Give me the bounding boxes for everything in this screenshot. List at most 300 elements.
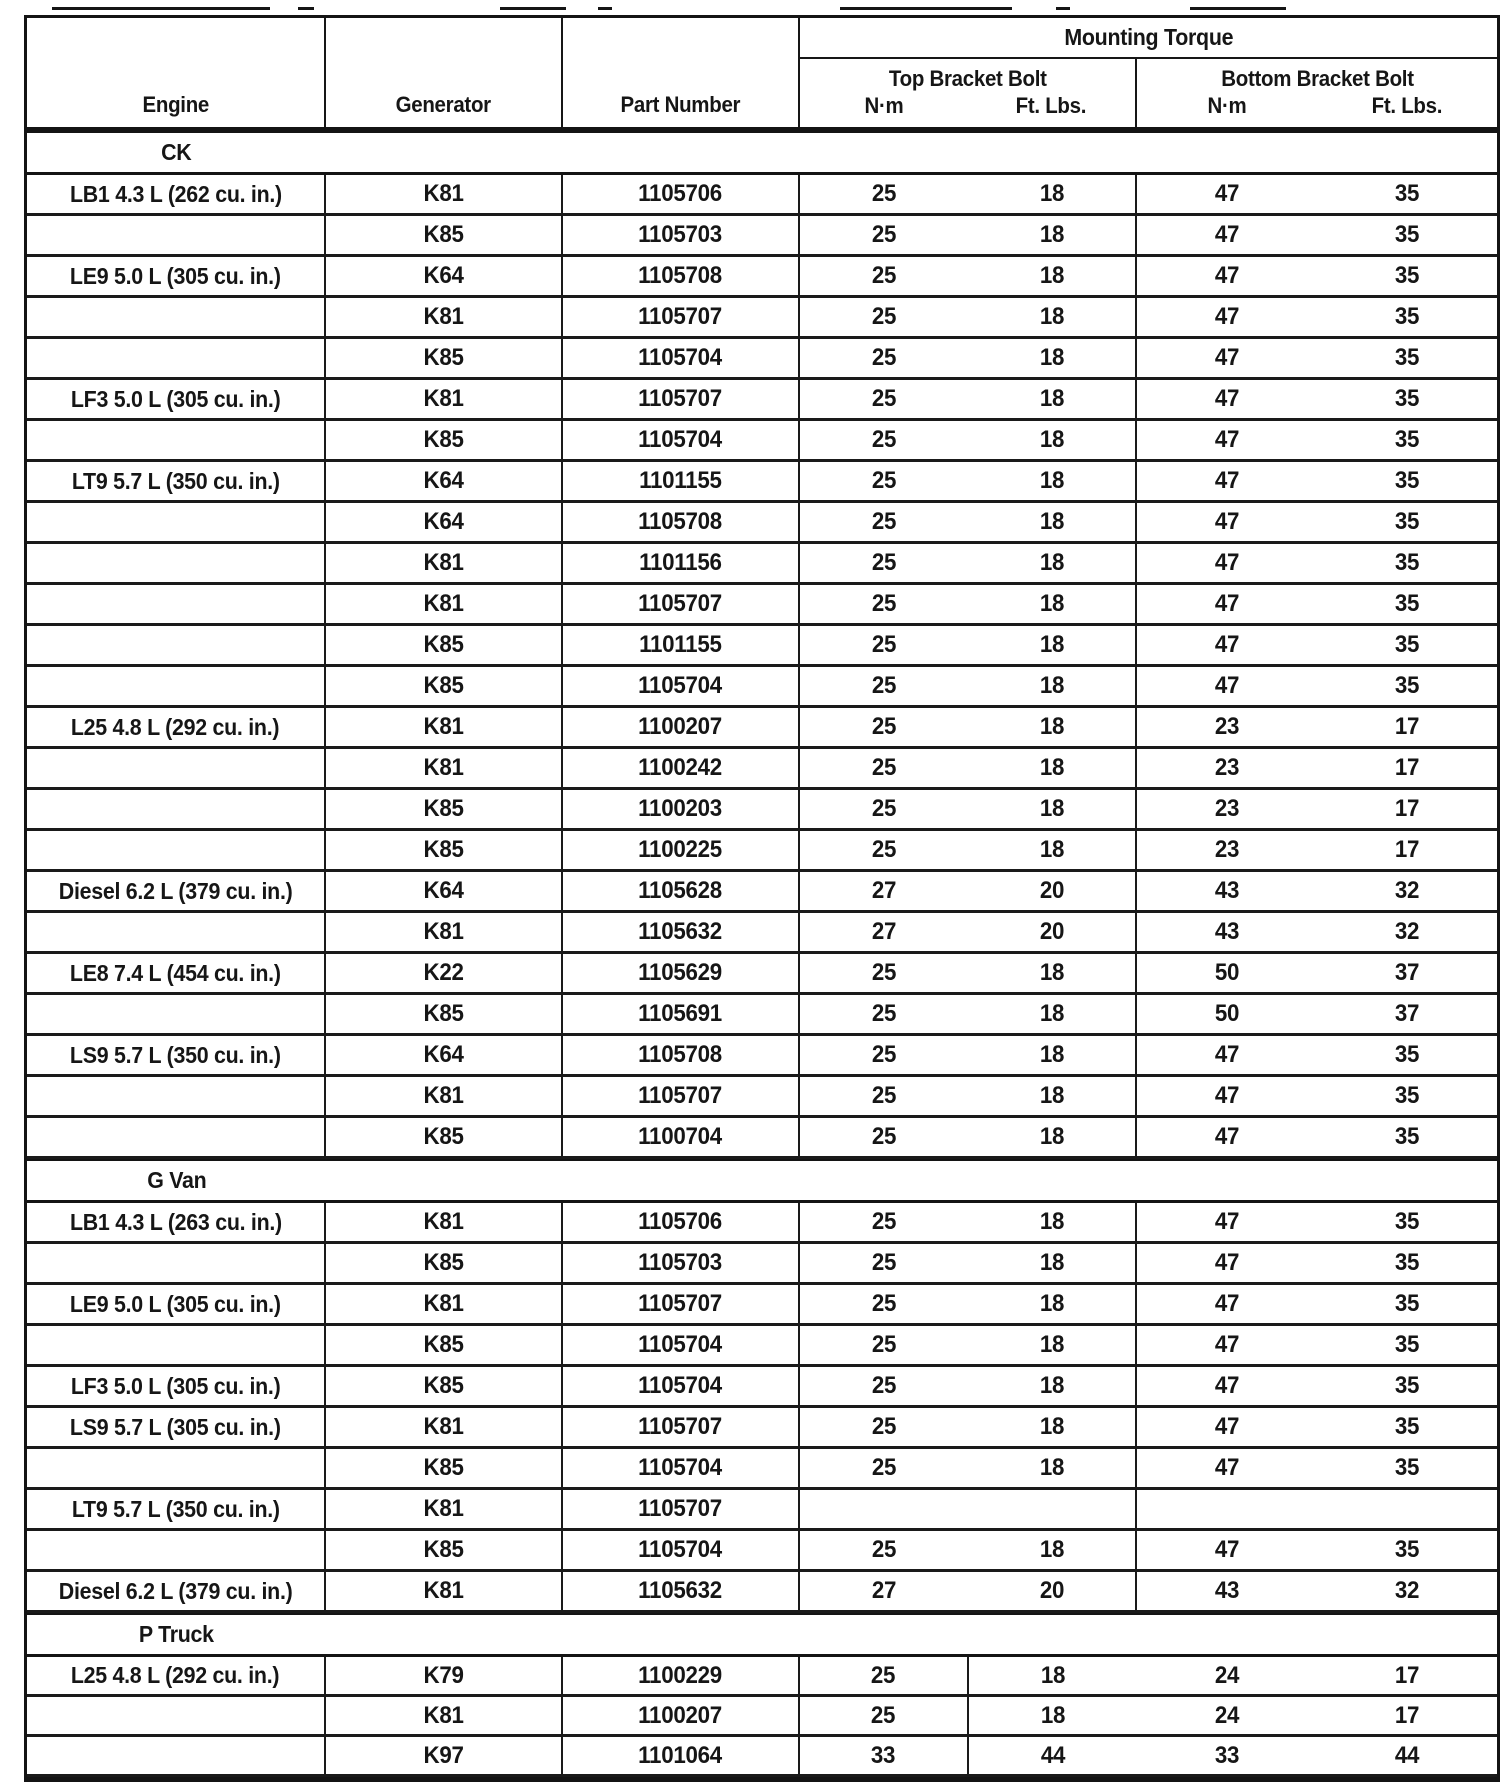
top-ftlbs-cell: 18 xyxy=(969,175,1138,213)
bottom-ftlbs-cell: 35 xyxy=(1394,590,1420,617)
table-row xyxy=(27,749,1497,790)
part-number-cell: 1105704 xyxy=(563,1367,800,1405)
top-ftlbs-cell: 20 xyxy=(969,872,1138,910)
engine-cell: LB1 4.3 L (262 cu. in.) xyxy=(27,175,326,213)
section-header-ck xyxy=(27,131,1497,175)
top-bracket-bolt-label: Top Bracket Bolt xyxy=(888,66,1047,91)
bottom-nm-cell: 47 xyxy=(1214,385,1240,412)
bottom-ftlbs-cell: 35 xyxy=(1394,1454,1420,1481)
table-row xyxy=(27,872,1497,913)
engine-cell xyxy=(27,339,326,377)
bottom-nm-cell: 33 xyxy=(1214,1741,1240,1769)
engine-cell xyxy=(27,913,326,951)
top-nm-cell: 25 xyxy=(872,467,897,494)
bottom-nm-cell: 47 xyxy=(1214,1290,1240,1317)
top-ftlbs-cell: 18 xyxy=(969,1285,1138,1323)
top-nm-cell: 25 xyxy=(872,754,897,781)
top-ftlbs-cell: 20 xyxy=(969,1572,1138,1610)
part-number-cell: 1105704 xyxy=(563,421,800,459)
top-ftlbs-cell: 18 xyxy=(969,1036,1138,1074)
part-number-cell: 1105629 xyxy=(563,954,800,992)
generator-cell: K85 xyxy=(326,1244,563,1282)
generator-cell: K85 xyxy=(326,421,563,459)
table-row xyxy=(27,216,1497,257)
engine-cell xyxy=(27,421,326,459)
generator-cell: K22 xyxy=(326,954,563,992)
part-number-cell: 1105704 xyxy=(563,1531,800,1569)
bottom-ftlbs-cell: 35 xyxy=(1394,1413,1420,1440)
unit-ftlbs-header: Ft. Lbs. xyxy=(1015,93,1087,118)
top-ftlbs-cell: 18 xyxy=(969,1531,1138,1569)
bottom-ftlbs-cell xyxy=(1317,1490,1497,1528)
bottom-nm-cell: 47 xyxy=(1214,303,1240,330)
engine-cell xyxy=(27,1118,326,1156)
bottom-nm-cell: 47 xyxy=(1214,1331,1240,1358)
bottom-nm-cell: 47 xyxy=(1214,1208,1240,1235)
table-row xyxy=(27,1285,1497,1326)
top-nm-cell: 33 xyxy=(800,1737,969,1774)
top-nm-cell: 25 xyxy=(872,1208,897,1235)
part-number-cell: 1105632 xyxy=(563,1572,800,1610)
top-ftlbs-cell: 18 xyxy=(969,1408,1138,1446)
bottom-nm-cell: 24 xyxy=(1214,1661,1240,1689)
bottom-ftlbs-cell: 17 xyxy=(1394,1701,1420,1729)
engine-cell xyxy=(27,831,326,869)
bottom-nm-cell xyxy=(1137,1490,1317,1528)
bottom-ftlbs-cell: 17 xyxy=(1394,1661,1420,1689)
part-number-cell: 1105628 xyxy=(563,872,800,910)
top-ftlbs-cell xyxy=(969,1490,1138,1528)
top-ftlbs-cell: 18 xyxy=(969,421,1138,459)
bottom-ftlbs-cell: 37 xyxy=(1394,959,1420,986)
table-row xyxy=(27,175,1497,216)
bottom-ftlbs-cell: 35 xyxy=(1394,385,1420,412)
table-row xyxy=(27,1490,1497,1531)
bottom-nm-cell: 47 xyxy=(1214,1123,1240,1150)
top-ftlbs-cell: 18 xyxy=(969,462,1138,500)
bottom-ftlbs-cell: 37 xyxy=(1394,1000,1420,1027)
table-row xyxy=(27,1203,1497,1244)
bottom-nm-cell: 47 xyxy=(1214,426,1240,453)
bottom-ftlbs-cell: 35 xyxy=(1394,631,1420,658)
bottom-nm-cell: 47 xyxy=(1214,1041,1240,1068)
generator-cell: K64 xyxy=(326,257,563,295)
top-ftlbs-cell: 18 xyxy=(969,544,1138,582)
column-header-label: Part Number xyxy=(620,92,741,117)
part-number-cell: 1105703 xyxy=(563,216,800,254)
top-nm-cell: 25 xyxy=(872,549,897,576)
generator-cell: K64 xyxy=(326,872,563,910)
generator-cell: K81 xyxy=(326,1285,563,1323)
bottom-nm-cell: 47 xyxy=(1214,180,1240,207)
bottom-ftlbs-cell: 35 xyxy=(1394,1290,1420,1317)
table-row xyxy=(27,544,1497,585)
table-row xyxy=(27,1657,1497,1697)
table-row xyxy=(27,257,1497,298)
part-number-cell: 1100207 xyxy=(563,708,800,746)
top-ftlbs-cell: 18 xyxy=(969,339,1138,377)
engine-cell xyxy=(27,626,326,664)
engine-cell xyxy=(27,1737,326,1774)
generator-cell: K85 xyxy=(326,995,563,1033)
top-nm-cell: 25 xyxy=(872,1413,897,1440)
top-nm-cell: 25 xyxy=(872,1123,897,1150)
generator-cell: K85 xyxy=(326,1531,563,1569)
bottom-ftlbs-cell: 35 xyxy=(1394,1041,1420,1068)
engine-cell: LT9 5.7 L (350 cu. in.) xyxy=(27,1490,326,1528)
bottom-nm-cell: 47 xyxy=(1214,631,1240,658)
top-ftlbs-cell: 18 xyxy=(969,1449,1138,1487)
top-ftlbs-cell: 18 xyxy=(969,257,1138,295)
generator-cell: K81 xyxy=(326,544,563,582)
top-ftlbs-cell: 18 xyxy=(969,749,1138,787)
top-ftlbs-cell: 18 xyxy=(969,503,1138,541)
top-nm-cell: 27 xyxy=(872,1577,897,1604)
top-ftlbs-cell: 18 xyxy=(969,667,1138,705)
engine-cell xyxy=(27,1531,326,1569)
part-number-cell: 1105691 xyxy=(563,995,800,1033)
part-number-cell: 1100242 xyxy=(563,749,800,787)
top-ftlbs-cell: 44 xyxy=(1040,1741,1065,1769)
top-ftlbs-cell: 18 xyxy=(1040,1661,1065,1689)
part-number-cell: 1105704 xyxy=(563,1326,800,1364)
engine-cell: L25 4.8 L (292 cu. in.) xyxy=(27,1657,326,1694)
bottom-ftlbs-cell: 35 xyxy=(1394,262,1420,289)
top-ftlbs-cell: 18 xyxy=(969,1244,1138,1282)
bottom-nm-cell: 47 xyxy=(1214,1454,1240,1481)
generator-cell: K85 xyxy=(326,1326,563,1364)
part-number-cell: 1105708 xyxy=(563,257,800,295)
top-ftlbs-cell: 18 xyxy=(969,1077,1138,1115)
bottom-nm-cell: 50 xyxy=(1214,959,1240,986)
top-bracket-bolt-title xyxy=(800,59,1135,92)
top-nm-cell: 25 xyxy=(872,1372,897,1399)
engine-cell: LB1 4.3 L (263 cu. in.) xyxy=(27,1203,326,1241)
section-label: G Van xyxy=(146,1167,207,1193)
top-nm-cell: 25 xyxy=(872,385,897,412)
bottom-nm-cell: 47 xyxy=(1214,467,1240,494)
top-ftlbs-cell: 18 xyxy=(969,954,1138,992)
part-number-cell: 1100704 xyxy=(563,1118,800,1156)
top-nm-cell: 27 xyxy=(872,877,897,904)
column-header-mounting-torque-group xyxy=(800,18,1497,127)
table-row xyxy=(27,667,1497,708)
part-number-cell: 1105707 xyxy=(563,1408,800,1446)
bottom-ftlbs-cell: 35 xyxy=(1394,672,1420,699)
top-nm-cell: 25 xyxy=(800,1697,969,1734)
part-number-cell: 1100207 xyxy=(563,1697,800,1734)
engine-cell: LE8 7.4 L (454 cu. in.) xyxy=(27,954,326,992)
generator-cell: K81 xyxy=(326,749,563,787)
section-label: CK xyxy=(161,139,192,165)
table-row xyxy=(27,626,1497,667)
column-header-label: Engine xyxy=(142,92,209,117)
generator-cell: K85 xyxy=(326,339,563,377)
part-number-cell: 1105707 xyxy=(563,1077,800,1115)
bracket-bolt-groups xyxy=(800,59,1497,127)
unit-nm-header: N·m xyxy=(864,93,904,118)
top-ftlbs-cell: 18 xyxy=(969,790,1138,828)
generator-cell: K85 xyxy=(326,1367,563,1405)
top-nm-cell: 25 xyxy=(872,426,897,453)
part-number-cell: 1105707 xyxy=(563,1285,800,1323)
part-number-cell: 1105632 xyxy=(563,913,800,951)
engine-cell: Diesel 6.2 L (379 cu. in.) xyxy=(27,872,326,910)
part-number-cell: 1105703 xyxy=(563,1244,800,1282)
bottom-bracket-bolt-title xyxy=(1137,59,1497,92)
bottom-ftlbs-cell: 35 xyxy=(1394,1208,1420,1235)
top-nm-cell: 25 xyxy=(872,180,897,207)
top-ftlbs-cell: 18 xyxy=(969,995,1138,1033)
bottom-nm-cell: 43 xyxy=(1214,918,1240,945)
top-nm-cell: 25 xyxy=(872,303,897,330)
table-row xyxy=(27,954,1497,995)
top-ftlbs-cell: 18 xyxy=(969,1326,1138,1364)
top-nm-cell: 25 xyxy=(872,795,897,822)
unit-nm-header: N·m xyxy=(1207,93,1247,118)
engine-cell xyxy=(27,1326,326,1364)
engine-cell: LE9 5.0 L (305 cu. in.) xyxy=(27,257,326,295)
bottom-nm-cell: 47 xyxy=(1214,590,1240,617)
engine-cell xyxy=(27,995,326,1033)
generator-cell: K81 xyxy=(326,380,563,418)
bottom-ftlbs-cell: 35 xyxy=(1394,1372,1420,1399)
section-header-g-van xyxy=(27,1159,1497,1203)
mounting-torque-label: Mounting Torque xyxy=(1064,24,1233,50)
top-nm-cell: 25 xyxy=(872,262,897,289)
table-row xyxy=(27,339,1497,380)
bottom-nm-cell: 23 xyxy=(1214,836,1240,863)
generator-cell: K64 xyxy=(326,503,563,541)
generator-cell: K81 xyxy=(326,298,563,336)
top-ftlbs-cell: 18 xyxy=(969,585,1138,623)
top-nm-cell: 25 xyxy=(872,1249,897,1276)
generator-cell: K64 xyxy=(326,1036,563,1074)
bottom-ftlbs-cell: 44 xyxy=(1394,1741,1420,1769)
scan-artifact-dash xyxy=(1190,7,1286,10)
top-ftlbs-cell: 18 xyxy=(969,380,1138,418)
table-row xyxy=(27,1036,1497,1077)
part-number-cell: 1105704 xyxy=(563,1449,800,1487)
generator-cell: K64 xyxy=(326,462,563,500)
bottom-nm-cell: 47 xyxy=(1214,1536,1240,1563)
bottom-ftlbs-cell: 35 xyxy=(1394,1249,1420,1276)
top-nm-cell: 25 xyxy=(872,836,897,863)
bottom-nm-cell: 43 xyxy=(1214,1577,1240,1604)
part-number-cell: 1101155 xyxy=(563,626,800,664)
column-header-engine xyxy=(27,18,326,127)
engine-cell xyxy=(27,1244,326,1282)
table-row xyxy=(27,462,1497,503)
part-number-cell: 1105707 xyxy=(563,1490,800,1528)
part-number-cell: 1105708 xyxy=(563,503,800,541)
top-bracket-units xyxy=(800,93,1135,127)
scan-artifact-dash xyxy=(298,7,314,10)
bottom-ftlbs-cell: 35 xyxy=(1394,221,1420,248)
engine-cell xyxy=(27,216,326,254)
scan-artifact-dash xyxy=(598,7,612,10)
generator-cell: K85 xyxy=(326,790,563,828)
top-bracket-bolt-group xyxy=(800,59,1137,127)
part-number-cell: 1101156 xyxy=(563,544,800,582)
bottom-nm-cell: 47 xyxy=(1214,1249,1240,1276)
generator-cell: K85 xyxy=(326,216,563,254)
generator-cell: K85 xyxy=(326,1449,563,1487)
table-row xyxy=(27,1449,1497,1490)
mounting-torque-title xyxy=(800,18,1497,59)
part-number-cell: 1105704 xyxy=(563,339,800,377)
top-ftlbs-cell: 18 xyxy=(969,1118,1138,1156)
bottom-ftlbs-cell: 35 xyxy=(1394,1536,1420,1563)
bottom-ftlbs-cell: 17 xyxy=(1394,713,1420,740)
generator-cell: K97 xyxy=(326,1737,563,1774)
table-header xyxy=(27,18,1497,131)
bottom-nm-cell: 23 xyxy=(1214,754,1240,781)
generator-cell: K85 xyxy=(326,1118,563,1156)
part-number-cell: 1100225 xyxy=(563,831,800,869)
bottom-ftlbs-cell: 35 xyxy=(1394,344,1420,371)
engine-cell: L25 4.8 L (292 cu. in.) xyxy=(27,708,326,746)
bottom-ftlbs-cell: 35 xyxy=(1394,508,1420,535)
part-number-cell: 1105707 xyxy=(563,585,800,623)
generator-cell: K79 xyxy=(326,1657,563,1694)
top-nm-cell: 25 xyxy=(872,1536,897,1563)
bottom-ftlbs-cell: 35 xyxy=(1394,426,1420,453)
bottom-ftlbs-cell: 17 xyxy=(1394,836,1420,863)
bottom-nm-cell: 47 xyxy=(1214,1082,1240,1109)
unit-ftlbs-header: Ft. Lbs. xyxy=(1371,93,1443,118)
top-nm-cell xyxy=(800,1490,969,1528)
top-nm-cell: 25 xyxy=(872,1041,897,1068)
table-row xyxy=(27,585,1497,626)
engine-cell: LT9 5.7 L (350 cu. in.) xyxy=(27,462,326,500)
generator-cell: K81 xyxy=(326,585,563,623)
part-number-cell: 1101155 xyxy=(563,462,800,500)
generator-cell: K85 xyxy=(326,626,563,664)
section-header-p-truck xyxy=(27,1613,1497,1657)
bottom-ftlbs-cell: 17 xyxy=(1394,754,1420,781)
top-nm-cell: 25 xyxy=(872,672,897,699)
engine-cell xyxy=(27,749,326,787)
engine-cell xyxy=(27,1449,326,1487)
bottom-ftlbs-cell: 35 xyxy=(1394,467,1420,494)
top-nm-cell: 25 xyxy=(872,221,897,248)
table-row xyxy=(27,1531,1497,1572)
part-number-cell: 1100203 xyxy=(563,790,800,828)
table-row xyxy=(27,913,1497,954)
generator-cell: K81 xyxy=(326,1572,563,1610)
engine-cell: Diesel 6.2 L (379 cu. in.) xyxy=(27,1572,326,1610)
scan-artifact-dash xyxy=(500,7,566,10)
generator-cell: K81 xyxy=(326,1203,563,1241)
generator-cell: K81 xyxy=(326,1077,563,1115)
top-ftlbs-cell: 18 xyxy=(969,626,1138,664)
generator-cell: K81 xyxy=(326,1490,563,1528)
engine-cell: LS9 5.7 L (305 cu. in.) xyxy=(27,1408,326,1446)
top-ftlbs-cell: 18 xyxy=(969,298,1138,336)
bottom-nm-cell: 50 xyxy=(1214,1000,1240,1027)
top-nm-cell: 25 xyxy=(800,1657,969,1694)
top-nm-cell: 25 xyxy=(872,1331,897,1358)
bottom-ftlbs-cell: 35 xyxy=(1394,1331,1420,1358)
bottom-nm-cell: 47 xyxy=(1214,549,1240,576)
bottom-ftlbs-cell: 32 xyxy=(1394,877,1420,904)
bottom-bracket-units xyxy=(1137,93,1497,127)
top-nm-cell: 25 xyxy=(872,959,897,986)
top-nm-cell: 25 xyxy=(872,1290,897,1317)
column-header-generator xyxy=(326,18,563,127)
engine-cell: LE9 5.0 L (305 cu. in.) xyxy=(27,1285,326,1323)
top-nm-cell: 25 xyxy=(872,1000,897,1027)
bottom-nm-cell: 23 xyxy=(1214,795,1240,822)
table-row xyxy=(27,1077,1497,1118)
table-row xyxy=(27,380,1497,421)
part-number-cell: 1105708 xyxy=(563,1036,800,1074)
top-nm-cell: 25 xyxy=(872,713,897,740)
table-row xyxy=(27,790,1497,831)
top-nm-cell: 25 xyxy=(872,344,897,371)
generator-cell: K81 xyxy=(326,175,563,213)
part-number-cell: 1105707 xyxy=(563,298,800,336)
table-row xyxy=(27,1572,1497,1613)
engine-cell: LS9 5.7 L (350 cu. in.) xyxy=(27,1036,326,1074)
bottom-nm-cell: 47 xyxy=(1214,508,1240,535)
top-ftlbs-cell: 20 xyxy=(969,913,1138,951)
column-header-label: Generator xyxy=(395,92,492,117)
engine-cell xyxy=(27,1077,326,1115)
part-number-cell: 1105706 xyxy=(563,175,800,213)
engine-cell xyxy=(27,667,326,705)
part-number-cell: 1100229 xyxy=(563,1657,800,1694)
top-ftlbs-cell: 18 xyxy=(1040,1701,1065,1729)
table-row xyxy=(27,831,1497,872)
engine-cell xyxy=(27,503,326,541)
top-nm-cell: 25 xyxy=(872,590,897,617)
bottom-nm-cell: 47 xyxy=(1214,221,1240,248)
top-nm-cell: 25 xyxy=(872,508,897,535)
part-number-cell: 1105706 xyxy=(563,1203,800,1241)
part-number-cell: 1105707 xyxy=(563,380,800,418)
section-label: P Truck xyxy=(139,1621,214,1647)
top-ftlbs-cell: 18 xyxy=(969,1367,1138,1405)
bottom-nm-cell: 47 xyxy=(1214,672,1240,699)
bottom-nm-cell: 47 xyxy=(1214,262,1240,289)
bottom-nm-cell: 47 xyxy=(1214,1413,1240,1440)
scan-artifact-dash xyxy=(52,7,270,10)
bottom-nm-cell: 47 xyxy=(1214,1372,1240,1399)
part-number-cell: 1105704 xyxy=(563,667,800,705)
table-row xyxy=(27,708,1497,749)
bottom-ftlbs-cell: 35 xyxy=(1394,549,1420,576)
generator-cell: K85 xyxy=(326,667,563,705)
bottom-ftlbs-cell: 35 xyxy=(1394,1082,1420,1109)
generator-cell: K81 xyxy=(326,1697,563,1734)
table-row xyxy=(27,1367,1497,1408)
bottom-bracket-bolt-group xyxy=(1137,59,1497,127)
column-header-part-number xyxy=(563,18,800,127)
table-row xyxy=(27,503,1497,544)
engine-cell: LF3 5.0 L (305 cu. in.) xyxy=(27,1367,326,1405)
scan-artifact-dash xyxy=(1056,7,1070,10)
table-row xyxy=(27,421,1497,462)
generator-cell: K81 xyxy=(326,1408,563,1446)
top-nm-cell: 27 xyxy=(872,918,897,945)
engine-cell: LF3 5.0 L (305 cu. in.) xyxy=(27,380,326,418)
table-row xyxy=(27,1118,1497,1159)
top-ftlbs-cell: 18 xyxy=(969,708,1138,746)
table-row xyxy=(27,1737,1497,1777)
engine-cell xyxy=(27,1697,326,1734)
